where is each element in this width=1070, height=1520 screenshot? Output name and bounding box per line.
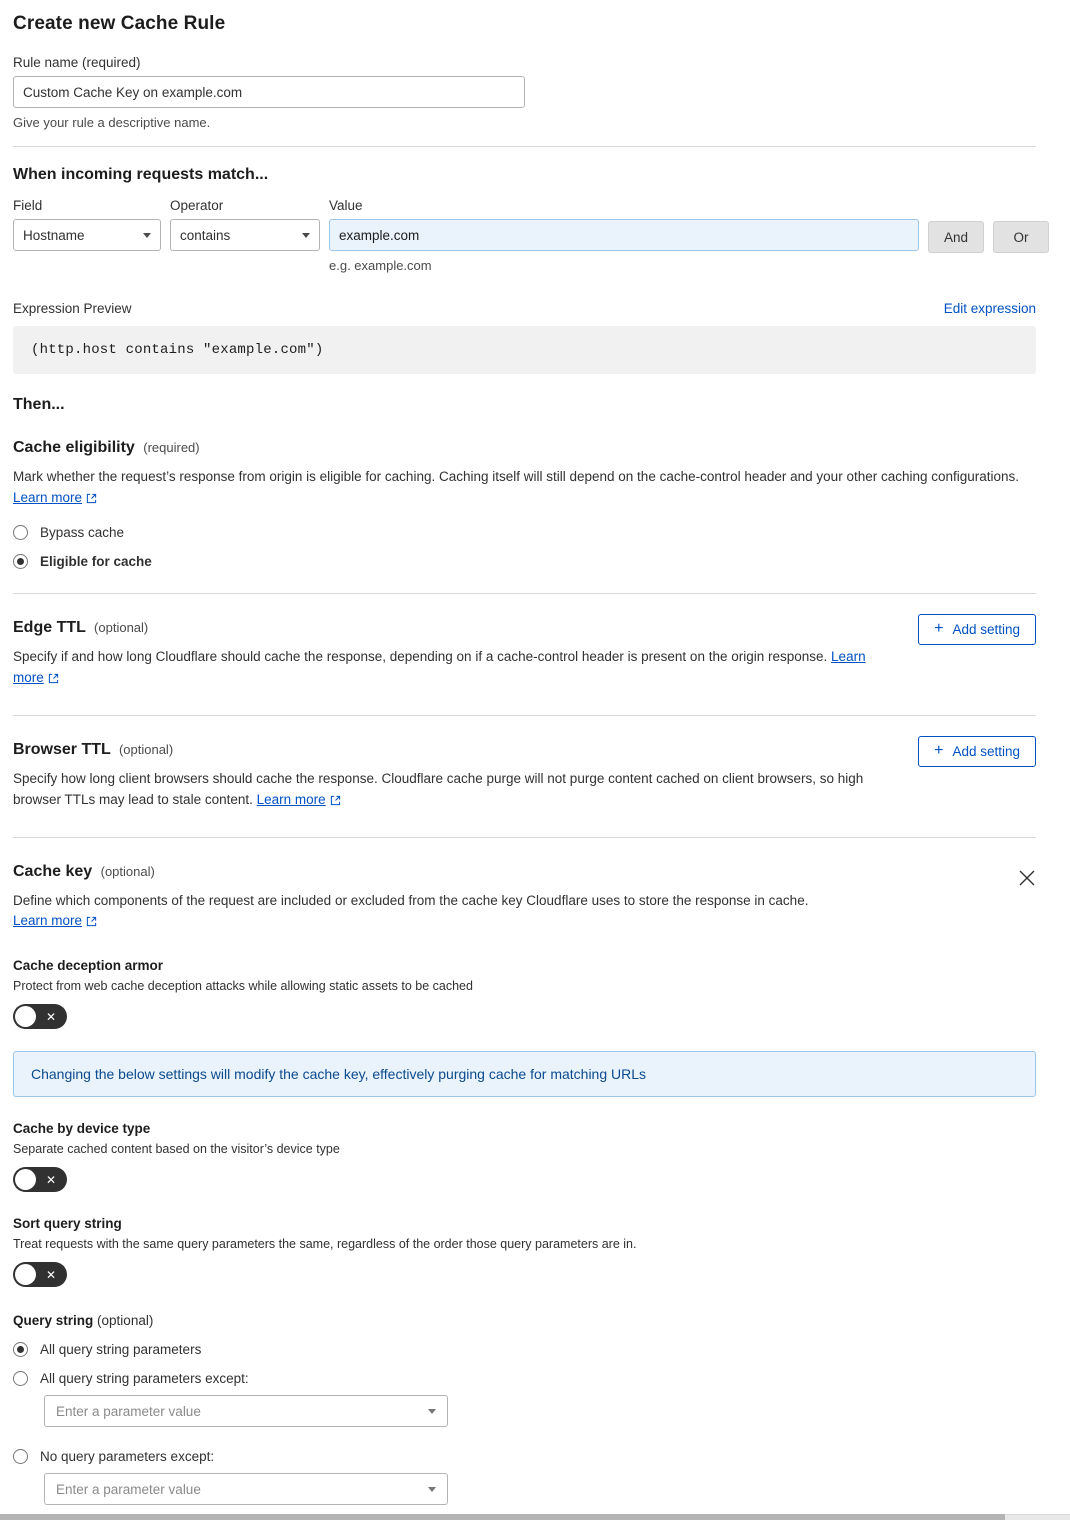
radio-all-query-string-parameters-label: All query string parameters bbox=[40, 1342, 202, 1358]
radio-eligible-for-cache-label: Eligible for cache bbox=[40, 553, 152, 569]
operator-label: Operator bbox=[170, 198, 224, 213]
radio-no-query-parameters-except[interactable] bbox=[13, 1449, 1036, 1464]
toggle-knob bbox=[15, 1264, 36, 1285]
browser-ttl-title-text: Browser TTL bbox=[13, 740, 111, 758]
cache-key-description-text: Define which components of the request are included or excluded from the cache key Cloudflare uses to store the response in cache. bbox=[13, 892, 809, 908]
toggle-knob bbox=[15, 1169, 36, 1190]
field-label: Field bbox=[13, 198, 43, 213]
value-label: Value bbox=[329, 198, 363, 213]
external-link-icon bbox=[86, 913, 97, 934]
field-select-value: Hostname bbox=[23, 227, 85, 243]
radio-all-query-string-parameters-except-label: All query string parameters except: bbox=[40, 1371, 249, 1387]
external-link-icon bbox=[48, 670, 59, 691]
edge-ttl-add-setting-label: Add setting bbox=[952, 621, 1020, 637]
browser-ttl-add-setting-button[interactable] bbox=[918, 736, 1036, 767]
radio-bypass-cache-indicator bbox=[13, 525, 28, 540]
exclude-parameter-select[interactable] bbox=[44, 1395, 448, 1427]
cache-key-title-text: Cache key bbox=[13, 862, 93, 880]
cache-eligibility-learn-more-link[interactable]: Learn more bbox=[13, 489, 83, 505]
browser-ttl-add-setting-label: Add setting bbox=[952, 743, 1020, 759]
horizontal-scrollbar-thumb[interactable] bbox=[0, 1514, 1005, 1520]
cache-key-description bbox=[13, 891, 1023, 935]
cache-eligibility-title-text: Cache eligibility bbox=[13, 439, 135, 456]
value-hint: e.g. example.com bbox=[329, 258, 432, 273]
edit-expression-link[interactable]: Edit expression bbox=[943, 301, 1036, 316]
field-column bbox=[13, 198, 161, 251]
sort-query-string-toggle[interactable] bbox=[13, 1262, 67, 1287]
page-title: Create new Cache Rule bbox=[13, 13, 226, 34]
cache-by-device-type-toggle[interactable] bbox=[13, 1167, 67, 1192]
then-heading: Then... bbox=[13, 396, 65, 413]
rule-name-helper: Give your rule a descriptive name. bbox=[13, 115, 211, 130]
operator-select-value: contains bbox=[180, 227, 231, 243]
query-string-title-text: Query string bbox=[13, 1313, 94, 1329]
edge-ttl-description-text: Specify if and how long Cloudflare should cache the response, depending on if a cache-control header is present on the origin response. bbox=[13, 648, 828, 664]
include-parameter-placeholder: Enter a parameter value bbox=[56, 1481, 201, 1497]
cache-key-title bbox=[13, 863, 1036, 881]
radio-all-query-string-parameters-except-indicator bbox=[13, 1371, 28, 1386]
expression-header bbox=[13, 301, 1036, 316]
cache-key-section bbox=[13, 863, 1036, 1506]
or-button[interactable]: Or bbox=[993, 221, 1049, 253]
browser-ttl-description-text: Specify how long client browsers should cache the response. Cloudflare cache purge will not purge content cached on client browsers, so high browser TTLs may lead to stale content. bbox=[13, 770, 864, 807]
field-select[interactable] bbox=[13, 219, 161, 251]
plus-icon: + bbox=[934, 742, 944, 760]
operator-select[interactable] bbox=[170, 219, 320, 251]
plus-icon: + bbox=[934, 620, 944, 638]
browser-ttl-description bbox=[13, 769, 883, 813]
edge-ttl-add-setting-button[interactable] bbox=[918, 614, 1036, 645]
query-string-optional-tag: (optional) bbox=[97, 1313, 154, 1329]
match-heading: When incoming requests match... bbox=[13, 166, 269, 183]
radio-eligible-for-cache-indicator bbox=[13, 554, 28, 569]
match-row bbox=[13, 198, 1036, 273]
include-parameter-select[interactable] bbox=[44, 1473, 448, 1505]
cache-by-device-type-title: Cache by device type bbox=[13, 1121, 151, 1137]
cache-key-learn-more-link[interactable]: Learn more bbox=[13, 913, 83, 929]
toggle-off-icon: ✕ bbox=[45, 1172, 56, 1187]
toggle-knob bbox=[15, 1006, 36, 1027]
rule-name-label: Rule name (required) bbox=[13, 55, 141, 70]
exclude-parameter-placeholder: Enter a parameter value bbox=[56, 1403, 201, 1419]
radio-all-query-string-parameters[interactable] bbox=[13, 1342, 1036, 1357]
sort-query-string-description: Treat requests with the same query parameters the same, regardless of the order those query parameters are in. bbox=[13, 1237, 637, 1252]
query-string-title bbox=[13, 1313, 1036, 1328]
radio-all-query-string-parameters-except[interactable] bbox=[13, 1371, 1036, 1386]
cache-deception-armor-title: Cache deception armor bbox=[13, 958, 164, 974]
cache-key-info-banner: Changing the below settings will modify the cache key, effectively purging cache for matching URLs bbox=[13, 1051, 1036, 1097]
edge-ttl-title-text: Edge TTL bbox=[13, 618, 86, 636]
rule-name-group bbox=[13, 55, 1036, 130]
edge-ttl-optional-tag: (optional) bbox=[94, 619, 149, 635]
chevron-down-icon bbox=[302, 233, 310, 238]
chevron-down-icon bbox=[428, 1487, 436, 1492]
browser-ttl-section bbox=[13, 716, 1036, 813]
expression-preview-label: Expression Preview bbox=[13, 301, 132, 316]
divider-1 bbox=[13, 146, 1036, 147]
edge-ttl-section bbox=[13, 594, 1036, 691]
radio-no-query-parameters-except-indicator bbox=[13, 1449, 28, 1464]
logic-buttons bbox=[928, 221, 1049, 253]
cache-eligibility-title bbox=[13, 439, 1036, 457]
radio-bypass-cache-label: Bypass cache bbox=[40, 524, 125, 540]
horizontal-scrollbar[interactable] bbox=[0, 1514, 1070, 1520]
toggle-off-icon: ✕ bbox=[45, 1009, 56, 1024]
browser-ttl-title bbox=[13, 741, 883, 759]
edge-ttl-title bbox=[13, 619, 883, 637]
external-link-icon bbox=[330, 792, 341, 813]
value-input[interactable] bbox=[329, 219, 919, 251]
cache-eligibility-required-tag: (required) bbox=[143, 440, 200, 455]
expression-preview-box: (http.host contains "example.com") bbox=[13, 326, 1036, 374]
toggle-off-icon: ✕ bbox=[45, 1267, 56, 1282]
browser-ttl-learn-more-link[interactable]: Learn more bbox=[256, 791, 326, 807]
rule-name-input[interactable] bbox=[13, 76, 525, 108]
value-column bbox=[329, 198, 919, 273]
cache-by-device-type-description: Separate cached content based on the visitor’s device type bbox=[13, 1142, 340, 1157]
chevron-down-icon bbox=[143, 233, 151, 238]
edge-ttl-learn-more-link[interactable]: Learn more bbox=[13, 648, 866, 685]
cache-key-optional-tag: (optional) bbox=[100, 863, 155, 879]
browser-ttl-optional-tag: (optional) bbox=[118, 741, 174, 757]
sort-query-string-title: Sort query string bbox=[13, 1216, 122, 1232]
radio-bypass-cache[interactable] bbox=[13, 525, 1036, 540]
cache-deception-armor-toggle[interactable] bbox=[13, 1004, 67, 1029]
cache-deception-armor-description: Protect from web cache deception attacks while allowing static assets to be cached bbox=[13, 979, 473, 994]
cache-eligibility-description-text: Mark whether the request’s response from origin is eligible for caching. Caching itself will still depend on the cache-control header and your other caching configurations. bbox=[13, 469, 1020, 484]
chevron-down-icon bbox=[428, 1409, 436, 1414]
and-button[interactable]: And bbox=[928, 221, 984, 253]
operator-column bbox=[170, 198, 320, 251]
radio-eligible-for-cache[interactable] bbox=[13, 554, 1036, 569]
cache-eligibility-description bbox=[13, 467, 1023, 511]
external-link-icon bbox=[86, 490, 97, 511]
close-icon[interactable] bbox=[1018, 869, 1036, 887]
radio-no-query-parameters-except-label: No query parameters except: bbox=[40, 1449, 215, 1465]
divider-4 bbox=[13, 837, 1036, 838]
radio-all-query-string-parameters-indicator bbox=[13, 1342, 28, 1357]
edge-ttl-description bbox=[13, 647, 883, 691]
